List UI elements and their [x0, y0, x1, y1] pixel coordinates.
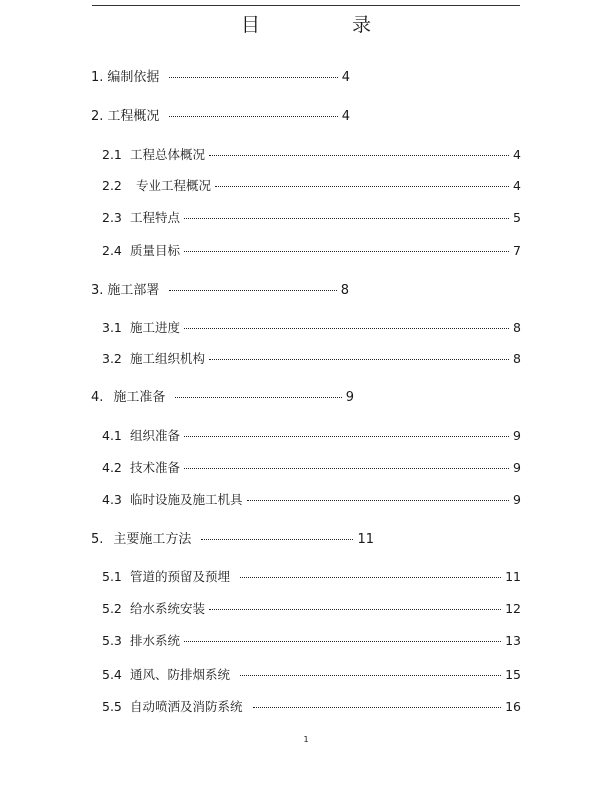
toc-entry-2-1[interactable]: [102, 145, 521, 163]
toc-number: 4.3: [102, 492, 122, 507]
toc-entry-2[interactable]: [91, 105, 350, 124]
toc-entry-5-2[interactable]: [102, 599, 521, 617]
toc-number: 4.1: [102, 428, 122, 443]
toc-entry-3-2[interactable]: [102, 349, 521, 367]
toc-number: 1.: [91, 70, 104, 85]
toc-label: 排水系统: [130, 633, 181, 648]
toc-label: 编制依据: [107, 70, 160, 85]
page-title: [0, 8, 612, 38]
toc-entry-5-4[interactable]: [102, 665, 521, 683]
toc-label: 临时设施及施工机具: [130, 492, 243, 507]
toc-page-number: 9: [345, 390, 354, 405]
toc-number: 5.2: [102, 601, 122, 616]
toc-page-number: 11: [505, 569, 521, 584]
toc-leader: [240, 675, 501, 676]
toc-page-number: 5: [513, 210, 521, 225]
toc-label: 组织准备: [130, 428, 181, 443]
toc-number: 4.2: [102, 460, 122, 475]
toc-page-number: 16: [505, 699, 521, 714]
toc-leader: [169, 290, 336, 291]
toc-page-number: 4: [341, 70, 350, 85]
toc-label: 专业工程概况: [136, 178, 212, 193]
toc-entry-4-2[interactable]: [102, 458, 521, 476]
toc-number: 5.5: [102, 699, 122, 714]
toc-leader: [184, 641, 501, 642]
toc-page-number: 4: [513, 147, 521, 162]
toc-entry-5-5[interactable]: [102, 697, 521, 715]
toc-number: 5.4: [102, 667, 122, 682]
toc-leader: [184, 468, 509, 469]
toc-entry-3-1[interactable]: [102, 318, 521, 336]
toc-label: 主要施工方法: [113, 532, 192, 547]
toc-leader: [215, 186, 509, 187]
toc-leader: [209, 155, 509, 156]
toc-page-number: 13: [505, 633, 521, 648]
toc-page-number: 9: [513, 460, 521, 475]
toc-leader: [169, 116, 337, 117]
toc-number: 2.4: [102, 243, 122, 258]
toc-label: 工程总体概况: [130, 147, 206, 162]
toc-page-number: 7: [513, 243, 521, 258]
toc-leader: [175, 397, 341, 398]
footer-page-number: 1: [303, 735, 309, 744]
toc-leader: [247, 500, 510, 501]
toc-leader: [184, 328, 509, 329]
toc-label: 施工组织机构: [130, 351, 206, 366]
toc-leader: [184, 436, 509, 437]
toc-page-number: 9: [513, 492, 521, 507]
toc-number: 5.1: [102, 569, 122, 584]
toc-number: 2.: [91, 109, 104, 124]
toc-leader: [184, 218, 509, 219]
toc-page-number: 8: [513, 351, 521, 366]
toc-page-number: 4: [513, 178, 521, 193]
toc-number: 4.: [91, 390, 104, 405]
toc-label: 自动喷洒及消防系统: [130, 699, 243, 714]
top-rule: [92, 5, 520, 6]
toc-page-number: 15: [505, 667, 521, 682]
toc-number: 5.3: [102, 633, 122, 648]
toc-leader: [209, 609, 501, 610]
toc-label: 施工部署: [107, 283, 160, 298]
toc-label: 工程概况: [107, 109, 160, 124]
toc-number: 2.3: [102, 210, 122, 225]
toc-entry-5-3[interactable]: [102, 631, 521, 649]
title-char-left: 目: [241, 14, 261, 36]
toc-label: 通风、防排烟系统: [130, 667, 231, 682]
toc-entry-4-1[interactable]: [102, 426, 521, 444]
toc-page-number: 4: [341, 109, 350, 124]
toc-entry-5-1[interactable]: [102, 567, 521, 585]
toc-label: 管道的预留及预埋: [130, 569, 231, 584]
toc-number: 2.1: [102, 147, 122, 162]
toc-page-number: 11: [357, 532, 374, 547]
toc-entry-3[interactable]: [91, 279, 349, 298]
toc-label: 施工准备: [113, 390, 166, 405]
toc-entry-2-2[interactable]: [102, 176, 521, 194]
toc-page-number: 8: [513, 320, 521, 335]
toc-entry-5[interactable]: [91, 528, 374, 547]
toc-leader: [240, 577, 501, 578]
toc-page-number: 12: [505, 601, 521, 616]
toc-leader: [253, 707, 502, 708]
toc-entry-2-4[interactable]: [102, 241, 521, 259]
toc-number: 3.: [91, 283, 104, 298]
toc-entry-2-3[interactable]: [102, 208, 521, 226]
toc-leader: [201, 539, 353, 540]
toc-page-number: 8: [340, 283, 349, 298]
toc-label: 技术准备: [130, 460, 181, 475]
toc-label: 质量目标: [130, 243, 181, 258]
toc-leader: [184, 251, 509, 252]
toc-number: 2.2: [102, 178, 122, 193]
toc-number: 3.1: [102, 320, 122, 335]
toc-number: 5.: [91, 532, 104, 547]
toc-label: 工程特点: [130, 210, 181, 225]
toc-page-number: 9: [513, 428, 521, 443]
toc-number: 3.2: [102, 351, 122, 366]
toc-label: 施工进度: [130, 320, 181, 335]
toc-leader: [169, 77, 337, 78]
toc-entry-1[interactable]: [91, 66, 350, 85]
toc-entry-4-3[interactable]: [102, 490, 521, 508]
toc-label: 给水系统安装: [130, 601, 206, 616]
title-char-right: 录: [352, 14, 372, 36]
toc-leader: [209, 359, 509, 360]
toc-entry-4[interactable]: [91, 386, 354, 405]
